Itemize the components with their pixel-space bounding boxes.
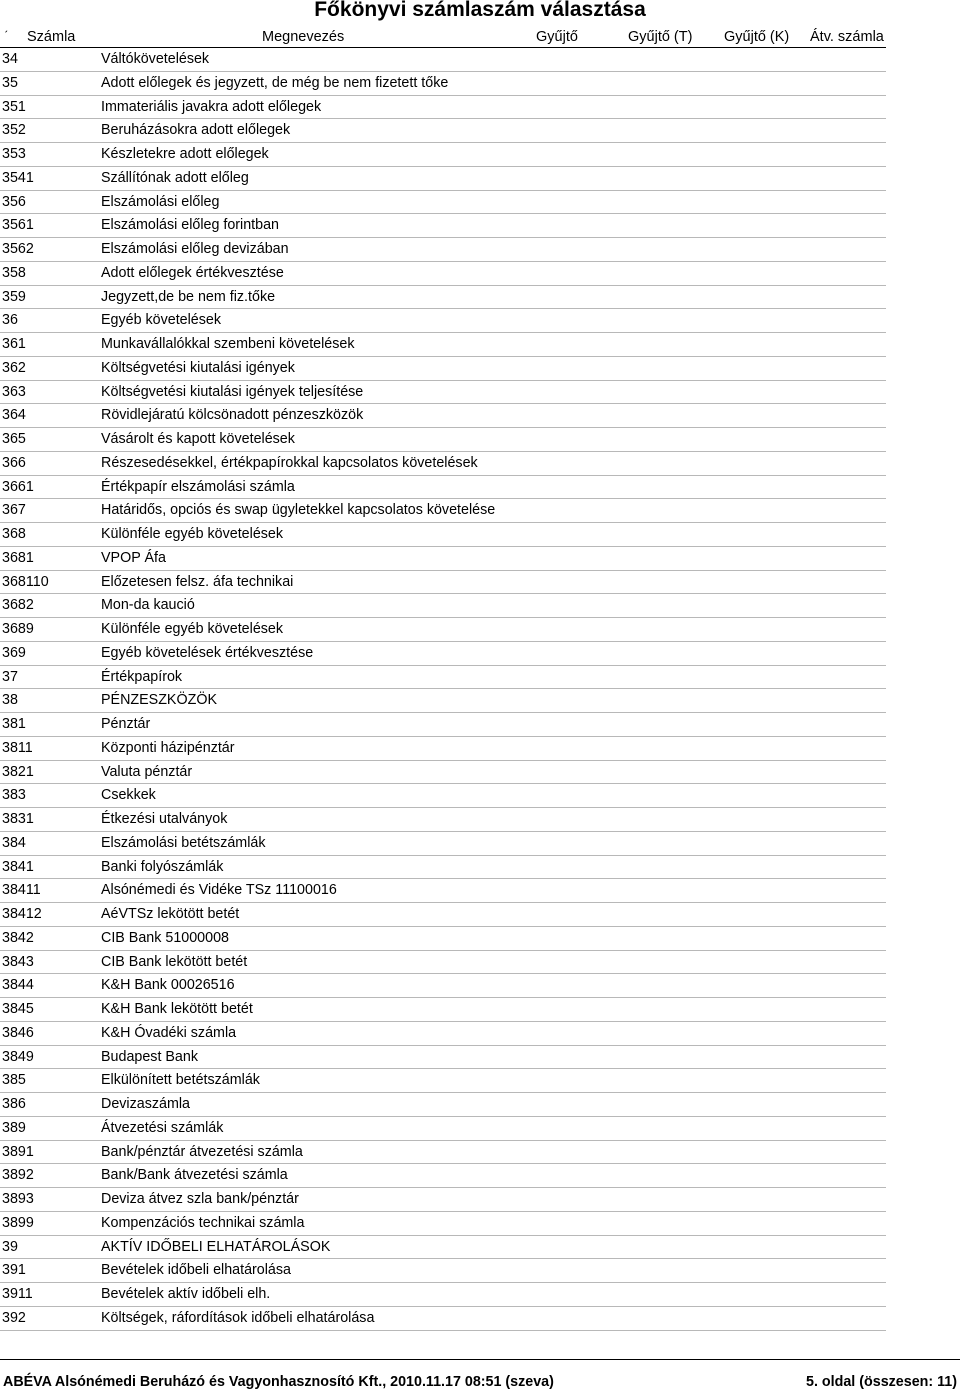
account-code: 358 [2, 264, 26, 281]
table-row[interactable] [0, 832, 960, 856]
account-name: Budapest Bank [101, 1048, 198, 1065]
table-row[interactable] [0, 1117, 960, 1141]
account-name: K&H Bank 00026516 [101, 977, 235, 994]
account-name: K&H Bank lekötött betét [101, 1001, 253, 1017]
account-name: PÉNZESZKÖZÖK [101, 692, 217, 709]
account-code: 3541 [2, 169, 34, 186]
table-row[interactable] [0, 499, 960, 523]
account-name: Elkülönített betétszámlák [101, 1072, 260, 1089]
account-name: Elszámolási betétszámlák [101, 834, 266, 851]
table-row[interactable] [0, 1069, 960, 1093]
account-code: 384 [2, 834, 26, 851]
account-code: 365 [2, 431, 26, 447]
table-row[interactable] [0, 1259, 960, 1283]
account-code: 3892 [2, 1167, 34, 1184]
table-row[interactable] [0, 428, 960, 452]
page-title: Főkönyvi számlaszám választása [314, 0, 646, 21]
account-code: 3893 [2, 1191, 34, 1207]
account-code: 38411 [2, 882, 41, 899]
account-code: 3911 [2, 1286, 33, 1302]
account-name: Deviza átvez szla bank/pénztár [101, 1191, 299, 1207]
table-row[interactable] [0, 1236, 960, 1260]
table-row[interactable] [0, 262, 960, 286]
account-name: Banki folyószámlák [101, 858, 224, 875]
account-code: 3841 [2, 858, 34, 875]
account-name: K&H Óvadéki számla [101, 1024, 237, 1041]
footer-company-info: ABÉVA Alsónémedi Beruházó és Vagyonhasznosító Kft., 2010.11.17 08:51 (szeva) [3, 1374, 554, 1390]
table-row[interactable] [0, 381, 960, 405]
account-code: 359 [2, 288, 26, 305]
account-name: Részesedésekkel, értékpapírokkal kapcsolatos követelések [101, 454, 478, 471]
account-name: Váltókövetelések [101, 51, 210, 67]
account-name: Költségvetési kiutalási igények [101, 359, 295, 376]
account-name: Devizaszámla [101, 1096, 190, 1112]
table-row[interactable] [0, 1141, 960, 1165]
account-code: 3845 [2, 1001, 34, 1017]
account-name: Értékpapír elszámolási számla [101, 478, 295, 495]
table-row[interactable] [0, 998, 960, 1022]
page-footer [0, 1372, 960, 1392]
account-code: 3681 [2, 549, 34, 566]
sort-indicator-icon: ˊ [4, 28, 9, 43]
table-row[interactable] [0, 523, 960, 547]
account-code: 356 [2, 193, 26, 210]
account-name: CIB Bank 51000008 [101, 929, 229, 946]
column-header-transfer-account: Átv. számla [810, 29, 884, 45]
account-name: Értékpapírok [101, 668, 183, 685]
account-name: Immateriális javakra adott előlegek [101, 98, 322, 115]
table-row[interactable] [0, 309, 960, 333]
account-name: VPOP Áfa [101, 549, 166, 566]
table-row[interactable] [0, 48, 960, 72]
account-code: 38 [2, 692, 18, 709]
account-code: 39 [2, 1238, 18, 1255]
account-name: Átvezetési számlák [101, 1119, 224, 1136]
table-row[interactable] [0, 571, 960, 595]
account-code: 3846 [2, 1024, 34, 1041]
table-row[interactable] [0, 143, 960, 167]
account-code: 3831 [2, 811, 34, 827]
account-code: 35 [2, 74, 18, 91]
account-name: Elszámolási előleg devizában [101, 241, 289, 257]
account-code: 369 [2, 644, 26, 661]
account-name: Különféle egyéb követelések [101, 526, 284, 542]
table-row[interactable] [0, 808, 960, 832]
table-row[interactable] [0, 666, 960, 690]
table-header [0, 26, 960, 48]
account-code: 3849 [2, 1048, 34, 1065]
table-row[interactable] [0, 1046, 960, 1070]
account-code: 3821 [2, 763, 34, 780]
table-row[interactable] [0, 357, 960, 381]
table-row[interactable] [0, 547, 960, 571]
account-name: Központi házipénztár [101, 739, 235, 756]
account-code: 392 [2, 1309, 26, 1326]
table-row[interactable] [0, 594, 960, 618]
table-row[interactable] [0, 72, 960, 96]
account-code: 3562 [2, 241, 34, 257]
account-code: 383 [2, 787, 26, 804]
account-code: 3891 [2, 1143, 34, 1160]
account-name: Bank/pénztár átvezetési számla [101, 1143, 303, 1160]
account-code: 36 [2, 312, 18, 329]
table-row[interactable] [0, 689, 960, 713]
table-row[interactable] [0, 713, 960, 737]
table-row[interactable] [0, 238, 960, 262]
table-row[interactable] [0, 1307, 960, 1331]
account-name: Alsónémedi és Vidéke TSz 11100016 [101, 882, 337, 899]
column-header-collector-t: Gyűjtő (T) [628, 29, 693, 45]
table-row[interactable] [0, 761, 960, 785]
account-code: 3899 [2, 1214, 34, 1231]
table-row[interactable] [0, 856, 960, 880]
account-name: Csekkek [101, 787, 156, 804]
account-name: Valuta pénztár [101, 763, 193, 780]
account-code: 3844 [2, 977, 34, 994]
table-row[interactable] [0, 951, 960, 975]
account-code: 3682 [2, 597, 34, 614]
account-name: Egyéb követelések [101, 312, 222, 329]
account-code: 366 [2, 454, 26, 471]
account-code: 381 [2, 716, 26, 732]
account-code: 351 [2, 98, 26, 115]
account-code: 391 [2, 1262, 26, 1279]
account-name: Jegyzett,de be nem fiz.tőke [101, 288, 276, 305]
account-code: 367 [2, 502, 26, 519]
table-row[interactable] [0, 404, 960, 428]
table-row[interactable] [0, 119, 960, 143]
account-name: Bevételek időbeli elhatárolása [101, 1262, 291, 1279]
account-name: Adott előlegek és jegyzett, de még be nem fizetett tőke [101, 74, 449, 91]
table-row[interactable] [0, 1212, 960, 1236]
table-row[interactable] [0, 191, 960, 215]
column-header-collector: Gyűjtő [536, 29, 578, 45]
account-code: 352 [2, 122, 26, 139]
table-row[interactable] [0, 96, 960, 120]
account-code: 3561 [2, 217, 34, 234]
table-row[interactable] [0, 618, 960, 642]
account-code: 363 [2, 383, 26, 400]
account-name: CIB Bank lekötött betét [101, 953, 248, 970]
account-name: Bank/Bank átvezetési számla [101, 1167, 288, 1184]
table-row[interactable] [0, 879, 960, 903]
account-code: 385 [2, 1072, 26, 1089]
account-name: Elszámolási előleg [101, 193, 220, 210]
account-name: Bevételek aktív időbeli elh. [101, 1286, 271, 1302]
account-code: 368 [2, 526, 26, 542]
account-name: Különféle egyéb követelések [101, 621, 284, 637]
account-name: Mon-da kaució [101, 597, 195, 614]
account-name: Költségvetési kiutalási igények teljesítése [101, 383, 364, 400]
account-name: Beruházásokra adott előlegek [101, 122, 291, 139]
table-row[interactable] [0, 333, 960, 357]
account-name: Előzetesen felsz. áfa technikai [101, 573, 294, 590]
account-name: Rövidlejáratú kölcsönadott pénzeszközök [101, 407, 364, 424]
footer-page-number: 5. oldal (összesen: 11) [806, 1374, 957, 1390]
account-name: Készletekre adott előlegek [101, 146, 269, 162]
table-row[interactable] [0, 286, 960, 310]
table-row[interactable] [0, 927, 960, 951]
table-row[interactable] [0, 903, 960, 927]
table-row[interactable] [0, 1188, 960, 1212]
account-name: Egyéb követelések értékvesztése [101, 644, 314, 661]
table-row[interactable] [0, 784, 960, 808]
table-row[interactable] [0, 737, 960, 761]
table-row[interactable] [0, 214, 960, 238]
account-name: Elszámolási előleg forintban [101, 217, 280, 234]
account-name: Költségek, ráfordítások időbeli elhatárolása [101, 1309, 375, 1326]
account-list [0, 48, 960, 1331]
account-name: Étkezési utalványok [101, 811, 228, 827]
footer-divider [0, 1359, 960, 1360]
account-name: AéVTSz lekötött betét [101, 906, 240, 922]
table-row[interactable] [0, 1093, 960, 1117]
account-code: 389 [2, 1119, 26, 1136]
table-row[interactable] [0, 1164, 960, 1188]
table-row[interactable] [0, 452, 960, 476]
account-code: 3689 [2, 621, 34, 637]
account-name: Pénztár [101, 716, 151, 732]
table-row[interactable] [0, 1283, 960, 1307]
account-name: Határidős, opciós és swap ügyletekkel kapcsolatos követelése [101, 502, 496, 519]
table-row[interactable] [0, 476, 960, 500]
row-divider [0, 1330, 886, 1331]
account-name: Munkavállalókkal szembeni követelések [101, 336, 355, 352]
account-code: 361 [2, 336, 26, 352]
account-code: 38412 [2, 906, 42, 922]
account-code: 386 [2, 1096, 26, 1112]
account-code: 34 [2, 51, 18, 67]
account-name: Kompenzációs technikai számla [101, 1214, 305, 1231]
account-code: 368110 [2, 573, 49, 590]
account-code: 362 [2, 359, 26, 376]
account-name: Adott előlegek értékvesztése [101, 264, 284, 281]
table-row[interactable] [0, 167, 960, 191]
column-header-account: Számla [27, 29, 76, 45]
account-name: Vásárolt és kapott követelések [101, 431, 295, 447]
column-header-collector-k: Gyűjtő (K) [724, 29, 790, 45]
table-row[interactable] [0, 1022, 960, 1046]
column-header-name: Megnevezés [262, 29, 345, 45]
account-code: 353 [2, 146, 26, 162]
table-row[interactable] [0, 974, 960, 998]
account-name: AKTÍV IDŐBELI ELHATÁROLÁSOK [101, 1238, 331, 1255]
account-code: 3843 [2, 953, 34, 970]
account-code: 364 [2, 407, 26, 424]
account-name: Szállítónak adott előleg [101, 169, 249, 186]
account-code: 3842 [2, 929, 34, 946]
account-code: 3661 [2, 478, 34, 495]
account-code: 37 [2, 668, 18, 685]
table-row[interactable] [0, 642, 960, 666]
account-code: 3811 [2, 739, 33, 756]
